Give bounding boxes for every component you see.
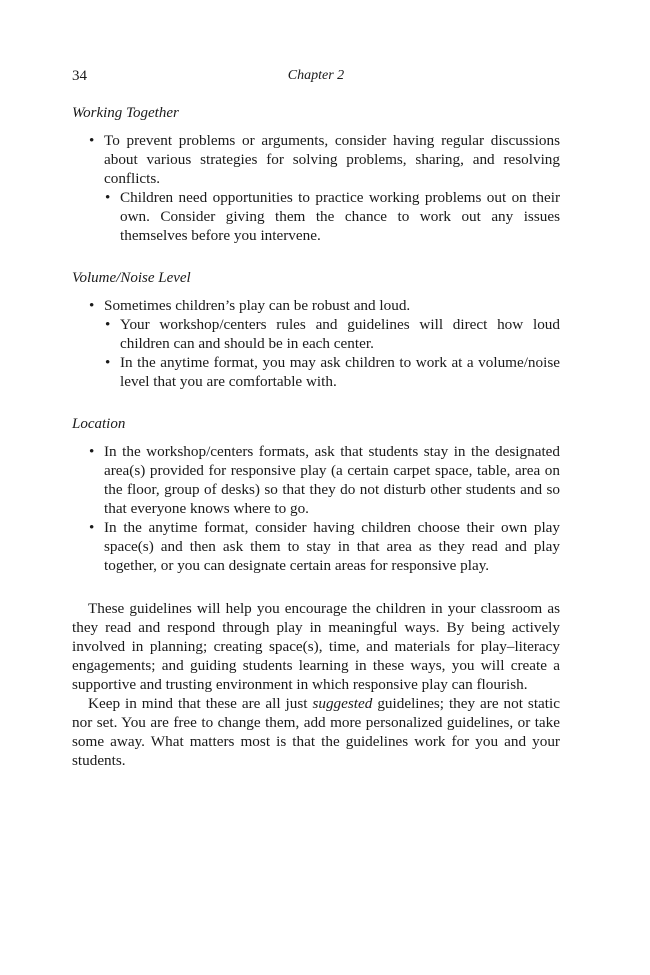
bullet-list bbox=[72, 296, 560, 391]
bullet-list bbox=[72, 131, 560, 245]
running-head bbox=[72, 68, 560, 90]
bullet-list bbox=[72, 442, 560, 575]
bullet-item bbox=[104, 131, 560, 245]
closing-paragraphs bbox=[72, 599, 560, 770]
paragraph-text-end: guidelines; they are not static nor set. You are free to change them, add more personalized guidelines, or take some away. What matters most is that the guidelines work for you and your students. bbox=[72, 695, 560, 769]
section-heading: Location bbox=[72, 416, 126, 432]
bullet-item: • In the anytime format, consider having children choose their own play space(s) and then ask them to stay in that area as they read and play together, or you can designate certain areas for responsive play. bbox=[104, 518, 560, 575]
section-heading: Volume/Noise Level bbox=[72, 270, 191, 286]
book-page bbox=[72, 68, 560, 770]
bullet-text: Sometimes children’s play can be robust and loud. bbox=[104, 297, 411, 314]
paragraph: These guidelines will help you encourage the children in your classroom as they read and respond through play in meaningful ways. By being actively involved in planning; creating space(s), time, and materials for play–literacy engagements; and guiding students learning in these ways, you will create a supportive and trusting environment in which responsive play can flourish. bbox=[72, 600, 560, 693]
sub-bullet-item: • Children need opportunities to practice working problems out on their own. Consider giving them the chance to work out any issues themselves before you intervene. bbox=[120, 188, 560, 245]
emphasis-suggested: suggested bbox=[312, 695, 373, 712]
section-heading: Working Together bbox=[72, 105, 179, 121]
chapter-label: Chapter 2 bbox=[287, 68, 345, 83]
sub-bullet-list bbox=[104, 315, 560, 391]
page-number: 34 bbox=[72, 68, 87, 84]
section-working-together bbox=[72, 104, 560, 245]
sub-bullet-list bbox=[104, 188, 560, 245]
sub-bullet-item: • In the anytime format, you may ask children to work at a volume/noise level that you are comfortable with. bbox=[120, 353, 560, 391]
bullet-item: • In the workshop/centers formats, ask that students stay in the designated area(s) provided for responsive play (a certain carpet space, table, area on the floor, group of desks) so that they do not disturb other students and so that everyone knows where to go. bbox=[104, 442, 560, 518]
paragraph bbox=[72, 694, 560, 770]
paragraph-text-start: Keep in mind that these are all just bbox=[88, 695, 313, 712]
section-volume-noise-level bbox=[72, 269, 560, 391]
bullet-item bbox=[104, 296, 560, 391]
bullet-text: To prevent problems or arguments, consider having regular discussions about various strategies for solving problems, sharing, and resolving conflicts. bbox=[104, 132, 560, 187]
section-location bbox=[72, 415, 560, 575]
sub-bullet-item: • Your workshop/centers rules and guidelines will direct how loud children can and should be in each center. bbox=[120, 315, 560, 353]
